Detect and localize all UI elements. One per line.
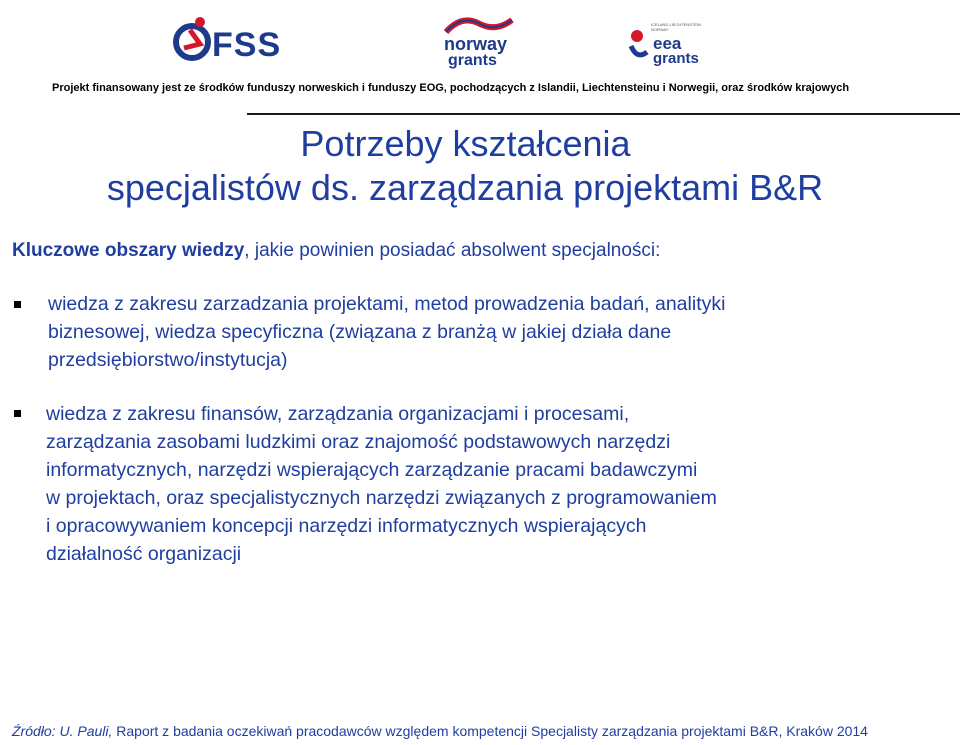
subtitle-bold: Kluczowe obszary wiedzy	[12, 240, 245, 261]
list-item-line: biznesowej, wiedza specyficzna (związana z branżą w jakiej działa dane	[48, 321, 672, 343]
eea-logo-mark-icon	[625, 26, 651, 66]
list-item-line: przedsiębiorstwo/instytucja)	[48, 349, 288, 371]
source-citation	[12, 723, 868, 739]
page-title-line1: Potrzeby kształcenia	[300, 123, 631, 164]
list-item-line: informatycznych, narzędzi wspierających zarządzanie pracami badawczymi	[46, 459, 698, 481]
norway-flag-wave-icon	[444, 14, 514, 36]
eea-grants-line1: eea	[653, 34, 682, 53]
list-item	[14, 290, 944, 374]
fss-logo-text: FSS	[212, 26, 282, 64]
page-title	[0, 122, 930, 210]
norway-grants-line2: grants	[448, 52, 497, 69]
source-title: Raport z badania oczekiwań pracodawców względem kompetencji Specjalisty zarządzania projektami B&R, Kraków 2014	[112, 723, 868, 739]
list-item-line: i opracowywaniem koncepcji narzędzi informatycznych wspierających	[46, 515, 647, 537]
section-subtitle	[12, 240, 660, 262]
funding-note: Projekt finansowany jest ze środków funduszy norweskich i funduszy EOG, pochodzących z Islandii, Liechtensteinu i Norwegii, oraz środków krajowych	[52, 82, 850, 94]
eea-small-text: ICELAND LIECHTENSTEIN NORWAY	[651, 22, 702, 32]
subtitle-rest: , jakie powinien posiadać absolwent specjalności:	[244, 240, 661, 261]
list-item-line: w projektach, oraz specjalistycznych narzędzi związanych z programowaniem	[46, 487, 717, 509]
list-item-line: działalność organizacji	[46, 543, 242, 565]
fss-logo	[170, 12, 282, 68]
bullet-square-icon	[14, 301, 21, 308]
list-item	[14, 400, 944, 568]
list-item-line: wiedza z zakresu finansów, zarządzania organizacjami i procesami,	[46, 403, 630, 425]
source-author: Źródło: U. Pauli,	[12, 723, 113, 739]
norway-grants-logo	[440, 14, 520, 72]
bullet-square-icon	[14, 410, 21, 417]
eea-grants-line2: grants	[653, 50, 699, 67]
eea-grants-logo	[625, 22, 715, 72]
header-divider	[247, 113, 960, 115]
page-title-line2: specjalistów ds. zarządzania projektami B&R	[106, 167, 824, 208]
norway-grants-line1: norway	[444, 34, 508, 54]
list-item-line: zarządzania zasobami ludzkimi oraz znajomość podstawowych narzędzi	[46, 431, 671, 453]
bullet-list	[14, 290, 944, 568]
list-item-line: wiedza z zakresu zarzadzania projektami, metod prowadzenia badań, analityki	[48, 293, 726, 315]
